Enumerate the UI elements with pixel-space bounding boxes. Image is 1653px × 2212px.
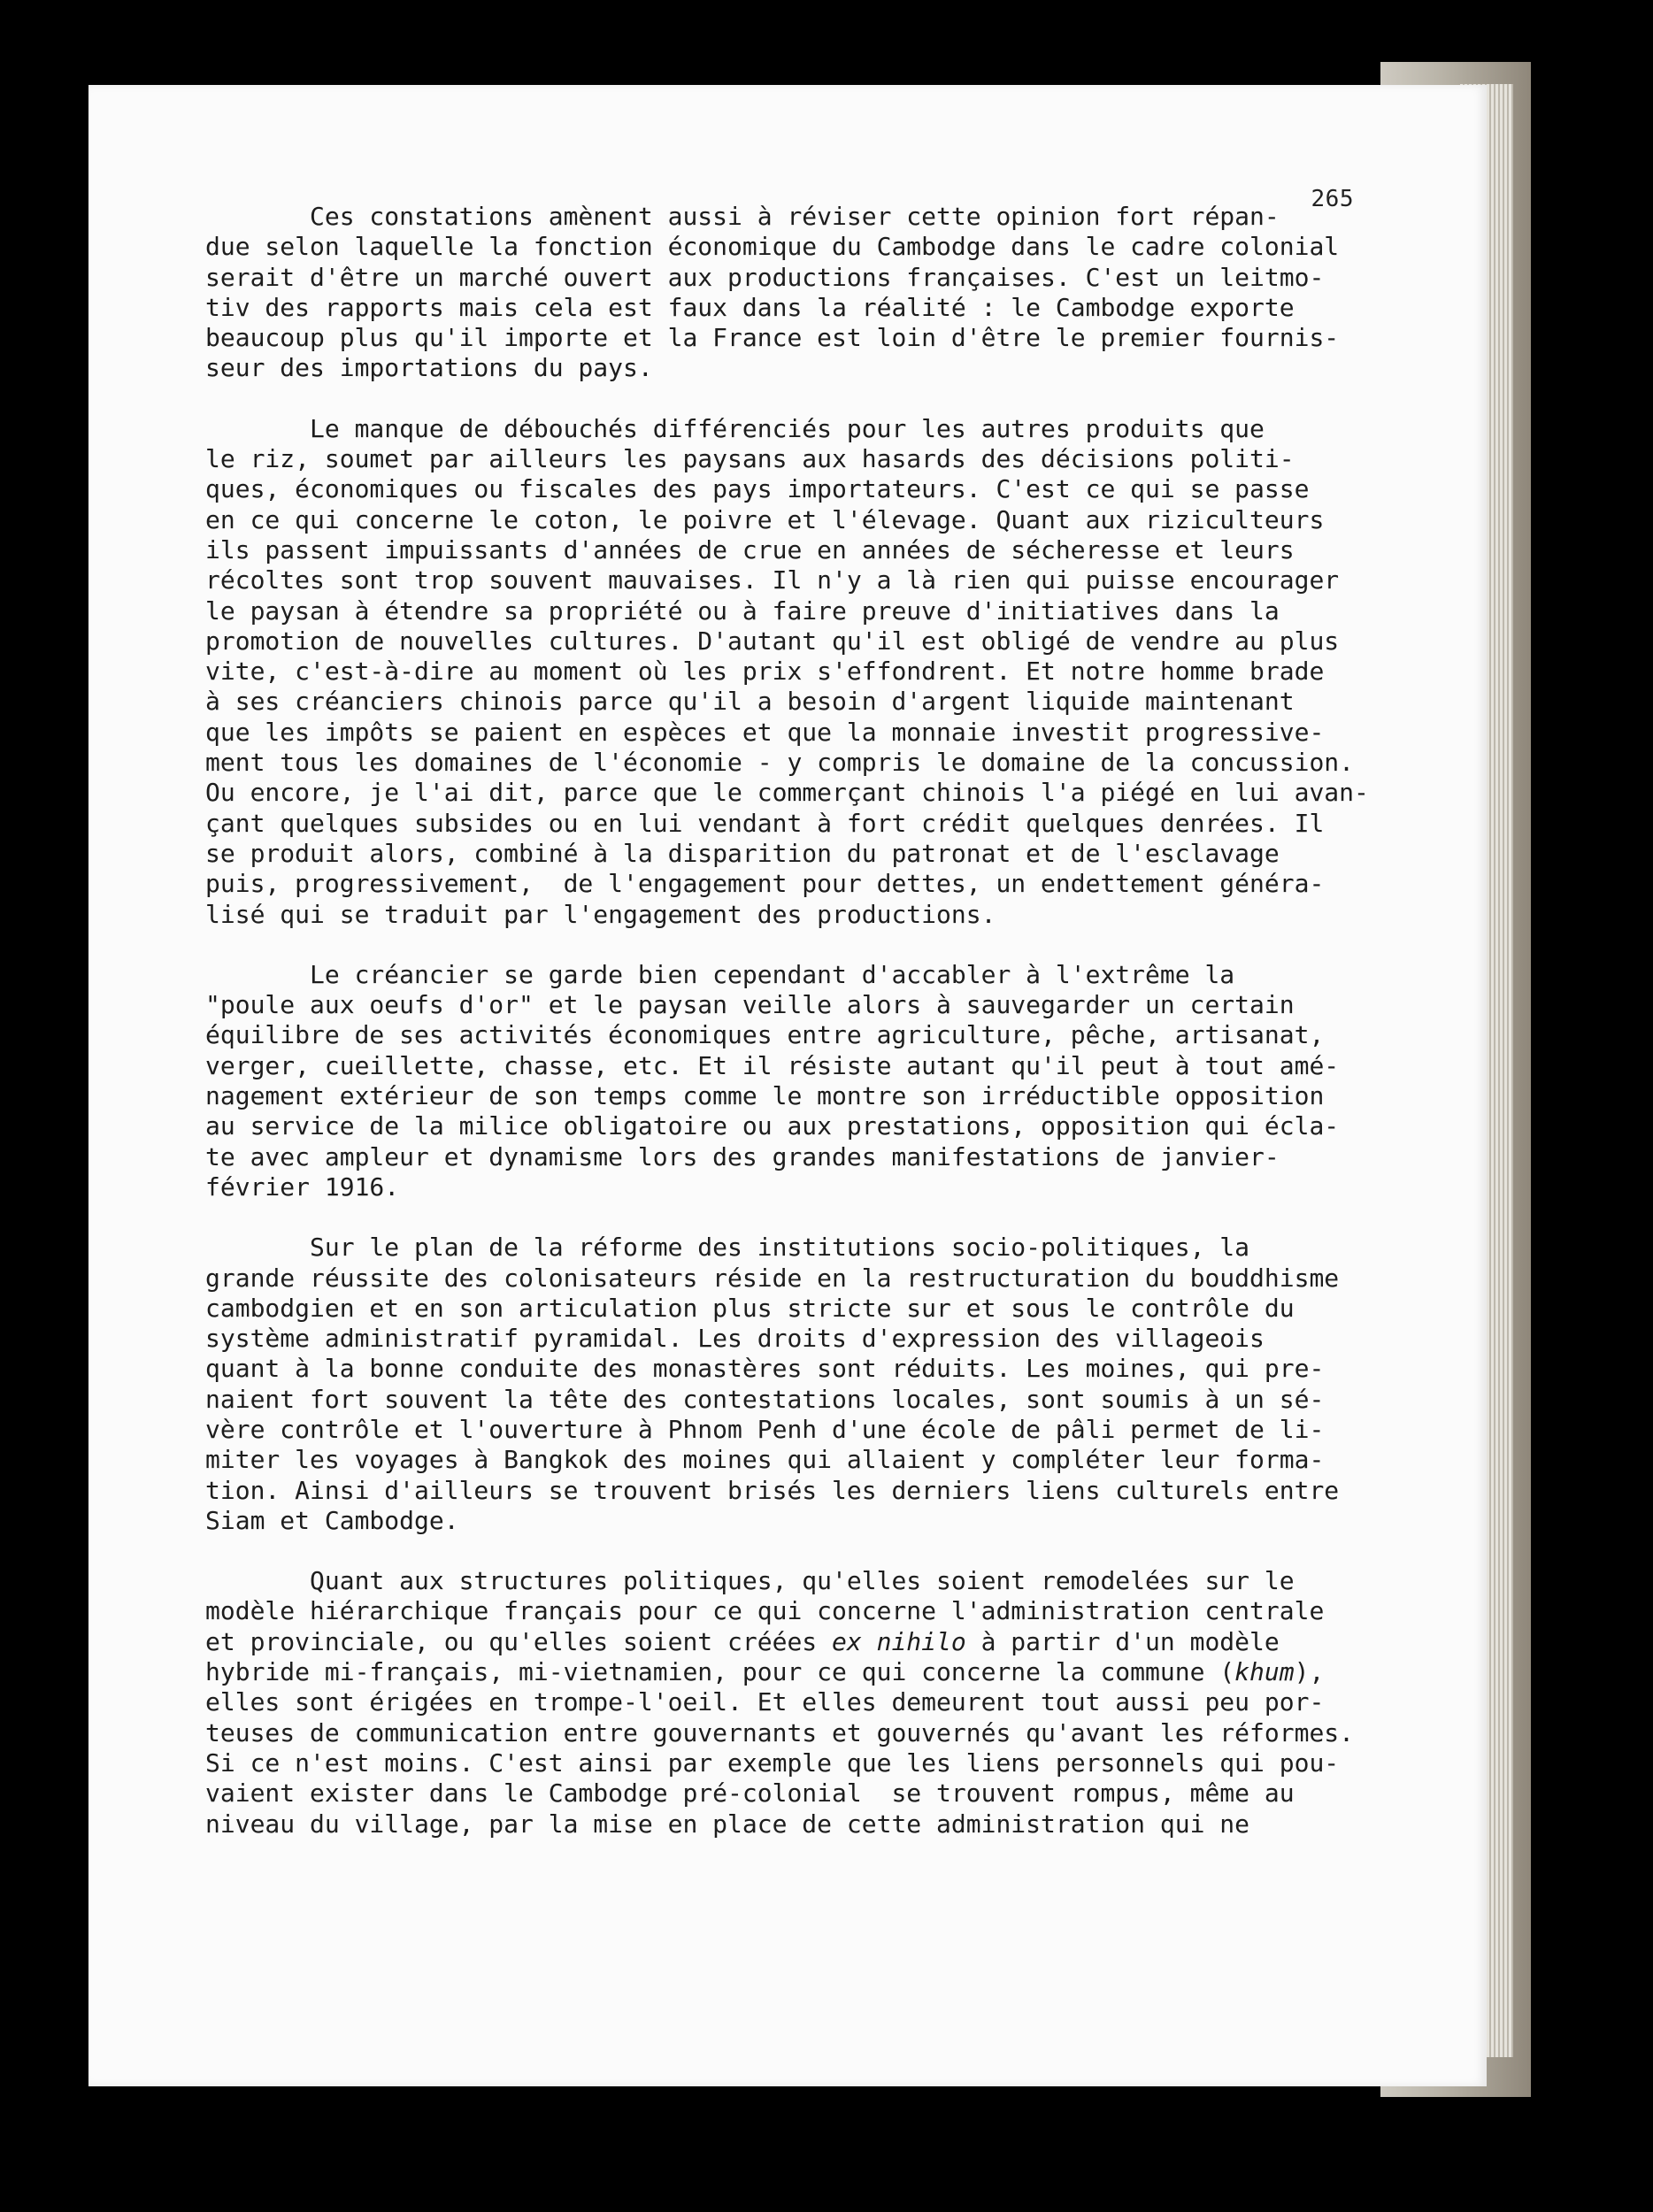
body-text: [205, 202, 1404, 1870]
text-line: quant à la bonne conduite des monastères sont réduits. Les moines, qui pre-: [205, 1354, 1325, 1384]
paragraph: [205, 960, 1404, 1202]
page-number: 265: [1311, 186, 1354, 212]
text-line: au service de la milice obligatoire ou aux prestations, opposition qui écla-: [205, 1111, 1340, 1141]
text-line: Le créancier se garde bien cependant d'accabler à l'extrême la: [205, 959, 1235, 989]
paragraph: [205, 202, 1404, 384]
text-line: récoltes sont trop souvent mauvaises. Il n'y a là rien qui puisse encourager: [205, 565, 1340, 595]
text-line: verger, cueillette, chasse, etc. Et il résiste autant qu'il peut à tout amé-: [205, 1050, 1340, 1080]
text-line: Ces constations amènent aussi à réviser cette opinion fort répan-: [205, 202, 1280, 231]
text-line: Ou encore, je l'ai dit, parce que le commerçant chinois l'a piégé en lui avan-: [205, 778, 1369, 808]
text-line: beaucoup plus qu'il importe et la France est loin d'être le premier fournis-: [205, 323, 1340, 353]
text-line: Le manque de débouchés différenciés pour les autres produits que: [205, 413, 1265, 443]
text-line: hybride mi-français, mi-vietnamien, pour ce qui concerne la commune (khum),: [205, 1657, 1325, 1687]
paragraph: [205, 414, 1404, 930]
text-line: nagement extérieur de son temps comme le montre son irréductible opposition: [205, 1081, 1325, 1111]
text-line: le riz, soumet par ailleurs les paysans aux hasards des décisions politi-: [205, 444, 1295, 474]
text-line: Sur le plan de la réforme des institutions socio-politiques, la: [205, 1233, 1250, 1263]
text-line: ils passent impuissants d'années de crue en années de sécheresse et leurs: [205, 534, 1295, 565]
text-line: niveau du village, par la mise en place de cette administration qui ne: [205, 1809, 1250, 1839]
text-line: elles sont érigées en trompe-l'oeil. Et elles demeurent tout aussi peu por-: [205, 1687, 1325, 1717]
text-line: février 1916.: [205, 1171, 400, 1202]
text-line: seur des importations du pays.: [205, 353, 653, 383]
text-line: Quant aux structures politiques, qu'elles soient remodelées sur le: [205, 1566, 1295, 1596]
text-line: modèle hiérarchique français pour ce qui concerne l'administration centrale: [205, 1596, 1325, 1626]
paragraph: [205, 1233, 1404, 1536]
paragraph: [205, 1566, 1404, 1839]
text-line: promotion de nouvelles cultures. D'autant qu'il est obligé de vendre au plus: [205, 626, 1340, 656]
text-line: te avec ampleur et dynamisme lors des grandes manifestations de janvier-: [205, 1141, 1280, 1171]
text-line: ment tous les domaines de l'économie - y compris le domaine de la concussion.: [205, 748, 1355, 778]
text-line: ques, économiques ou fiscales des pays importateurs. C'est ce qui se passe: [205, 474, 1310, 504]
text-line: le paysan à étendre sa propriété ou à faire preuve d'initiatives dans la: [205, 595, 1280, 626]
text-line: se produit alors, combiné à la disparition du patronat et de l'esclavage: [205, 838, 1280, 868]
text-line: "poule aux oeufs d'or" et le paysan veille alors à sauvegarder un certain: [205, 990, 1295, 1020]
text-line: tion. Ainsi d'ailleurs se trouvent brisés les derniers liens culturels entre: [205, 1475, 1340, 1505]
text-line: vaient exister dans le Cambodge pré-colonial se trouvent rompus, même au: [205, 1778, 1295, 1809]
text-line: teuses de communication entre gouvernants et gouvernés qu'avant les réformes.: [205, 1717, 1355, 1747]
text-line: lisé qui se traduit par l'engagement des productions.: [205, 899, 996, 929]
text-line: vère contrôle et l'ouverture à Phnom Penh d'une école de pâli permet de li-: [205, 1414, 1325, 1444]
text-line: tiv des rapports mais cela est faux dans la réalité : le Cambodge exporte: [205, 292, 1295, 322]
text-line: due selon laquelle la fonction économique du Cambodge dans le cadre colonial: [205, 232, 1340, 262]
text-line: naient fort souvent la tête des contestations locales, sont soumis à un sé-: [205, 1384, 1325, 1414]
text-line: serait d'être un marché ouvert aux productions françaises. C'est un leitmo-: [205, 262, 1325, 292]
text-line: à ses créanciers chinois parce qu'il a besoin d'argent liquide maintenant: [205, 687, 1295, 717]
text-line: que les impôts se paient en espèces et que la monnaie investit progressive-: [205, 717, 1325, 747]
text-line: système administratif pyramidal. Les droits d'expression des villageois: [205, 1324, 1265, 1354]
text-line: vite, c'est-à-dire au moment où les prix s'effondrent. Et notre homme brade: [205, 657, 1325, 687]
text-line: miter les voyages à Bangkok des moines qui allaient y compléter leur forma-: [205, 1445, 1325, 1475]
text-line: grande réussite des colonisateurs réside en la restructuration du bouddhisme: [205, 1263, 1340, 1293]
text-line: cambodgien et en son articulation plus stricte sur et sous le contrôle du: [205, 1293, 1295, 1323]
text-line: Siam et Cambodge.: [205, 1505, 459, 1535]
text-line: puis, progressivement, de l'engagement pour dettes, un endettement généra-: [205, 869, 1325, 899]
text-line: çant quelques subsides ou en lui vendant à fort crédit quelques denrées. Il: [205, 808, 1325, 838]
text-line: Si ce n'est moins. C'est ainsi par exemple que les liens personnels qui pou-: [205, 1747, 1340, 1778]
text-line: en ce qui concerne le coton, le poivre et l'élevage. Quant aux riziculteurs: [205, 504, 1325, 534]
text-line: et provinciale, ou qu'elles soient créées ex nihilo à partir d'un modèle: [205, 1626, 1280, 1656]
text-line: équilibre de ses activités économiques entre agriculture, pêche, artisanat,: [205, 1020, 1325, 1050]
